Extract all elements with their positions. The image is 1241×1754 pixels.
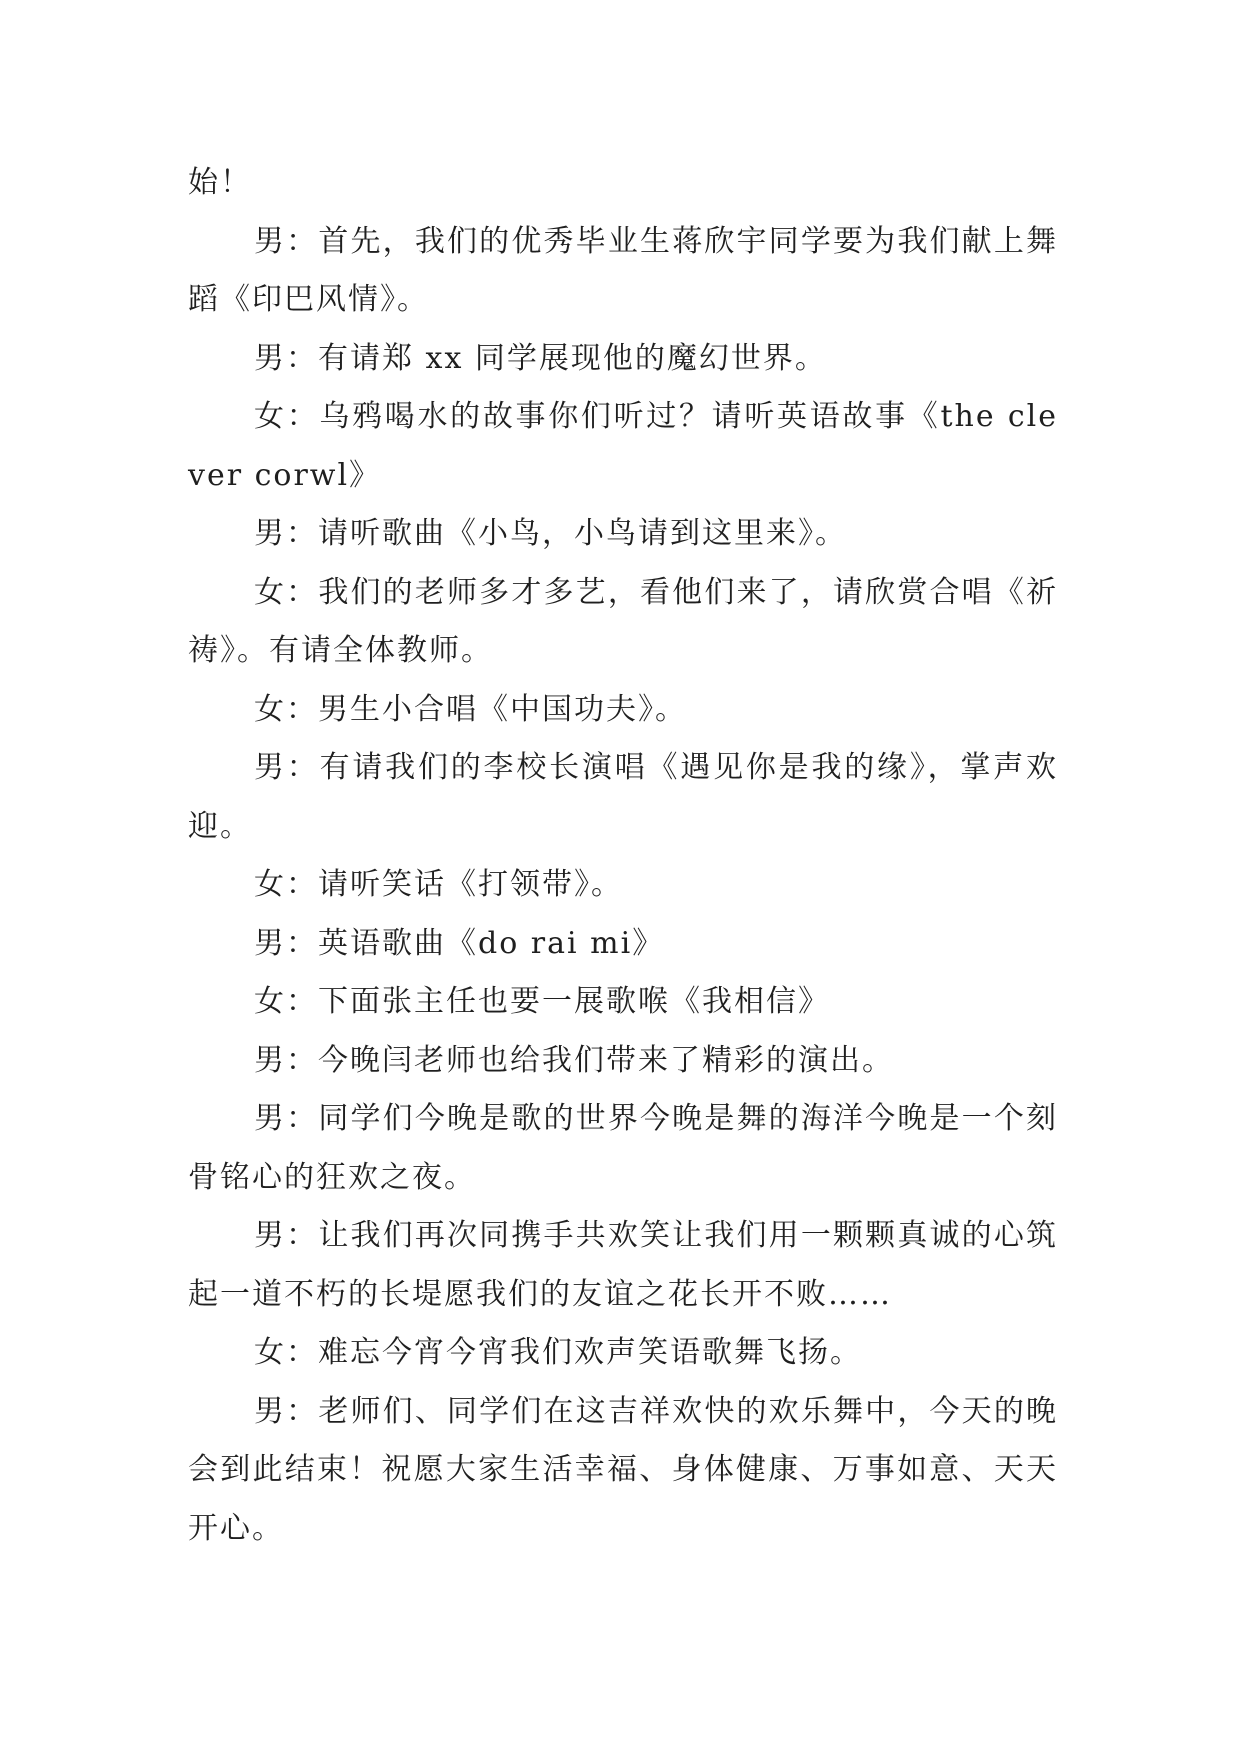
paragraph: 女：乌鸦喝水的故事你们听过？请听英语故事《the clever corwl》 (188, 399, 1058, 493)
paragraph: 男：英语歌曲《do rai mi》 (254, 925, 665, 961)
paragraph: 男：有请郑 xx 同学展现他的魔幻世界。 (254, 340, 827, 376)
paragraph: 男：有请我们的李校长演唱《遇见你是我的缘》，掌声欢迎。 (188, 750, 1058, 844)
paragraph: 男：同学们今晚是歌的世界今晚是舞的海洋今晚是一个刻骨铭心的狂欢之夜。 (188, 1101, 1058, 1195)
paragraph: 女：请听笑话《打领带》。 (254, 867, 623, 902)
paragraph-continuation: 始！ (188, 165, 252, 200)
paragraph: 男：让我们再次同携手共欢笑让我们用一颗颗真诚的心筑起一道不朽的长堤愿我们的友谊之花长开不败…… (188, 1218, 1058, 1312)
document-body (188, 154, 1058, 1558)
paragraph: 女：难忘今宵今宵我们欢声笑语歌舞飞扬。 (254, 1335, 862, 1370)
paragraph: 男：老师们、同学们在这吉祥欢快的欢乐舞中，今天的晚会到此结束！祝愿大家生活幸福、身体健康、万事如意、天天开心。 (188, 1393, 1058, 1546)
paragraph: 女：男生小合唱《中国功夫》。 (254, 691, 687, 727)
paragraph: 女：下面张主任也要一展歌喉《我相信》 (254, 984, 830, 1019)
paragraph: 女：我们的老师多才多艺，看他们来了，请欣赏合唱《祈祷》。有请全体教师。 (188, 574, 1058, 668)
paragraph: 男：首先，我们的优秀毕业生蒋欣宇同学要为我们献上舞蹈《印巴风情》。 (188, 223, 1058, 317)
paragraph: 男：请听歌曲《小鸟，小鸟请到这里来》。 (254, 516, 847, 551)
paragraph: 男：今晚闫老师也给我们带来了精彩的演出。 (254, 1042, 894, 1078)
